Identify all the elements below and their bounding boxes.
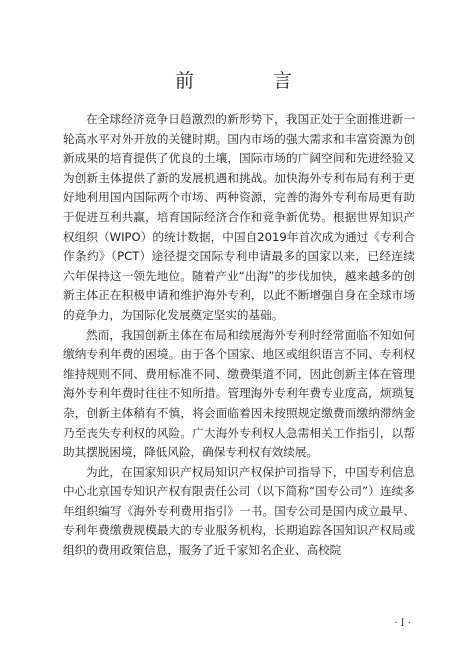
page-title: 前 言 [174,70,322,92]
paragraph-2: 然而，我国创新主体在布局和续展海外专利时经常面临不知如何缴纳专利年费的困境。由于各个国家、地区或组织语言不同、专利权维持规则不同、费用标准不同、缴费渠道不同，因此创新主体在管理海外专利年费时往往不知所措。管理海外专利年费专业度高，烦琐复杂，创新主体稍有不慎，将会面临着因未按照规定缴费而缴纳滞纳金乃至丧失专利权的风险。广大海外专利权人急需相关工作指引，以帮助其摆脱困境，降低风险，确保专利权有效续展。 [63,327,415,460]
paragraph-1: 在全球经济竞争日趋激烈的新形势下，我国正处于全面推进新一轮高水平对外开放的关键时期。国内市场的强大需求和丰富资源为创新成果的培育提供了优良的土壤，国际市场的广阔空间和先进经验又为创新主体提供了新的发展机遇和挑战。加快海外专利布局有利于更好地利用国内国际两个市场、两种资源，完善的海外专利布局更有助于促进互利共赢，培育国际经济合作和竞争新优势。根据世界知识产权组织（WIPO）的统计数据，中国自2019年首次成为通过《专利合作条约》（PCT）途径提交国际专利申请最多的国家以来，已经连续六年保持这一领先地位。随着产业“出海”的步伐加快，越来越多的创新主体正在积极申请和维护海外专利，以此不断增强自身在全球市场的竞争力，为国际化发展奠定坚实的基础。 [63,112,415,322]
paragraph-3: 为此，在国家知识产权局知识产权保护司指导下，中国专利信息中心北京国专知识产权有限责任公司（以下简称“国专公司”）连续多年组织编写《海外专利费用指引》一书。国专公司是国内成立最早、专利年费缴费规模最大的专业服务机构，长期追踪各国知识产权局或组织的费用政策信息，服务了近千家知名企业、高校院 [63,464,415,558]
body-text [63,110,415,561]
page-number: · I · [394,618,411,629]
